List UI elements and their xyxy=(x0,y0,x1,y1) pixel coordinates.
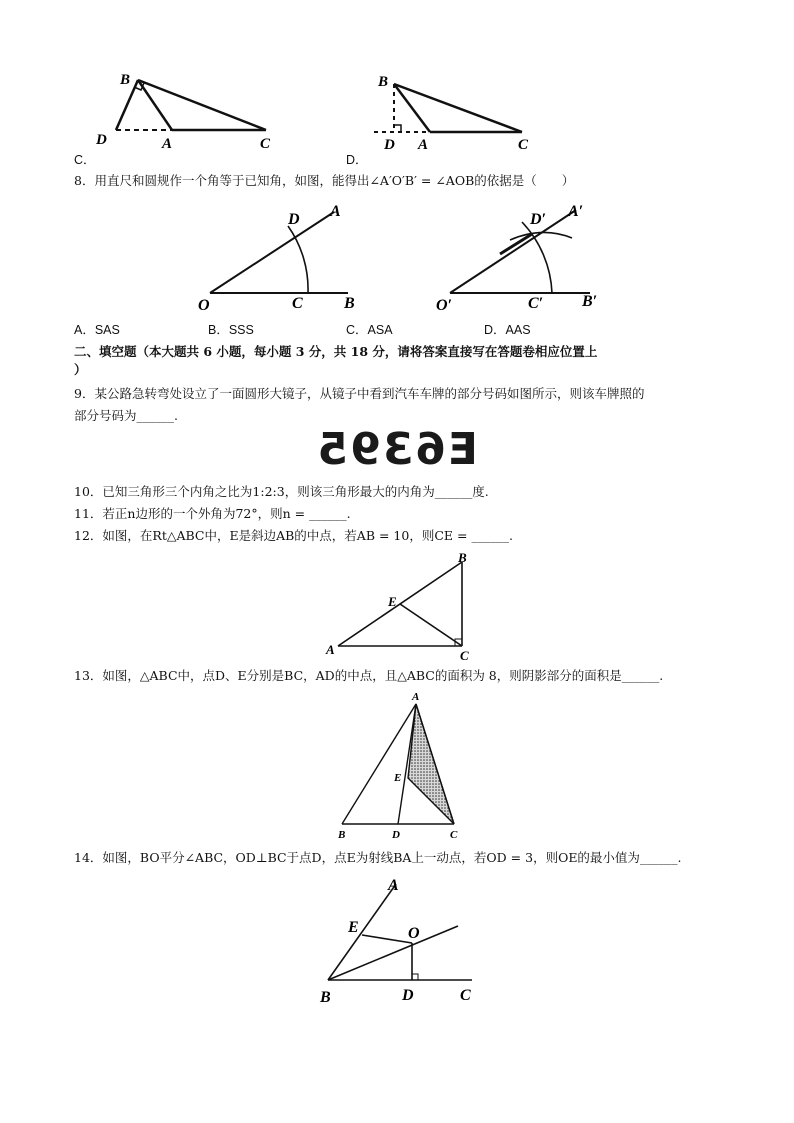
question-9-cont: 部分号码为______. xyxy=(74,408,178,423)
option-d[interactable]: D．AAS xyxy=(484,323,531,337)
mirrored-license-plate: E6395 xyxy=(315,424,478,475)
label-d: D′ xyxy=(530,211,547,228)
question-10: 10．已知三角形三个内角之比为1:2:3，则该三角形最大的内角为______度. xyxy=(74,484,489,499)
figure-q8-original-angle xyxy=(196,196,376,316)
label-a: A xyxy=(162,136,173,152)
label-b: B xyxy=(320,989,331,1006)
label-e: E xyxy=(394,772,402,784)
label-c: C xyxy=(450,829,458,841)
label-c: C xyxy=(460,648,469,663)
label-c: C xyxy=(260,136,271,152)
question-12: 12．如图，在Rt△ABC中，E是斜边AB的中点，若AB = 10，则CE = ______. xyxy=(74,528,513,543)
label-c: C xyxy=(518,137,529,153)
label-d: D xyxy=(402,987,414,1004)
option-d-label[interactable]: D． xyxy=(346,153,368,167)
label-o: O xyxy=(198,297,210,314)
label-d: D xyxy=(288,211,300,228)
label-a: A xyxy=(412,691,420,703)
label-a: A′ xyxy=(568,203,584,220)
label-c: C′ xyxy=(528,295,544,312)
question-13: 13．如图，△ABC中，点D、E分别是BC，AD的中点，且△ABC的面积为 8，则阴影部分的面积是______. xyxy=(74,668,664,683)
figure-q8-copied-angle xyxy=(432,196,612,316)
figure-q12-right-triangle xyxy=(322,550,482,666)
label-b: B′ xyxy=(582,293,598,310)
label-b: B xyxy=(344,295,355,312)
label-e: E xyxy=(388,594,397,609)
label-a: A xyxy=(388,877,399,894)
label-e: E xyxy=(348,919,359,936)
label-o: O xyxy=(408,925,420,942)
label-c: C xyxy=(460,987,471,1004)
option-c[interactable]: C．ASA xyxy=(346,323,393,337)
question-14: 14．如图，BO平分∠ABC，OD⊥BC于点D，点E为射线BA上一动点，若OD = 3，则OE的最小值为______. xyxy=(74,850,682,865)
option-b[interactable]: B．SSS xyxy=(208,323,254,337)
section-2-heading-end: ） xyxy=(74,362,87,377)
label-a: A xyxy=(418,137,429,153)
option-c-label[interactable]: C． xyxy=(74,153,96,167)
figure-q13-shaded-triangle xyxy=(330,690,470,850)
label-b: B xyxy=(120,72,131,88)
question-9: 9．某公路急转弯处设立了一面圆形大镜子，从镜子中看到汽车车牌的部分号码如图所示，则该车牌照的 xyxy=(74,386,645,401)
figure-option-c xyxy=(90,66,290,156)
label-o: O′ xyxy=(436,297,453,314)
figure-q14-angle-bisector xyxy=(312,872,492,1012)
label-a: A xyxy=(326,642,335,657)
label-a: A xyxy=(330,203,341,220)
label-b: B xyxy=(378,74,389,90)
figure-option-d xyxy=(370,66,570,156)
option-a[interactable]: A．SAS xyxy=(74,323,120,337)
question-8: 8．用直尺和圆规作一个角等于已知角，如图，能得出∠A′O′B′ = ∠AOB的依据是（ ） xyxy=(74,173,575,188)
label-d: D xyxy=(96,132,107,148)
label-b: B xyxy=(338,829,346,841)
question-11: 11．若正n边形的一个外角为72°，则n = ______. xyxy=(74,506,351,521)
section-2-heading: 二、填空题（本大题共 6 小题，每小题 3 分，共 18 分，请将答案直接写在答题卷相应位置上 xyxy=(74,344,598,359)
label-c: C xyxy=(292,295,303,312)
label-b: B xyxy=(458,550,467,565)
label-d: D xyxy=(384,137,395,153)
label-d: D xyxy=(392,829,400,841)
